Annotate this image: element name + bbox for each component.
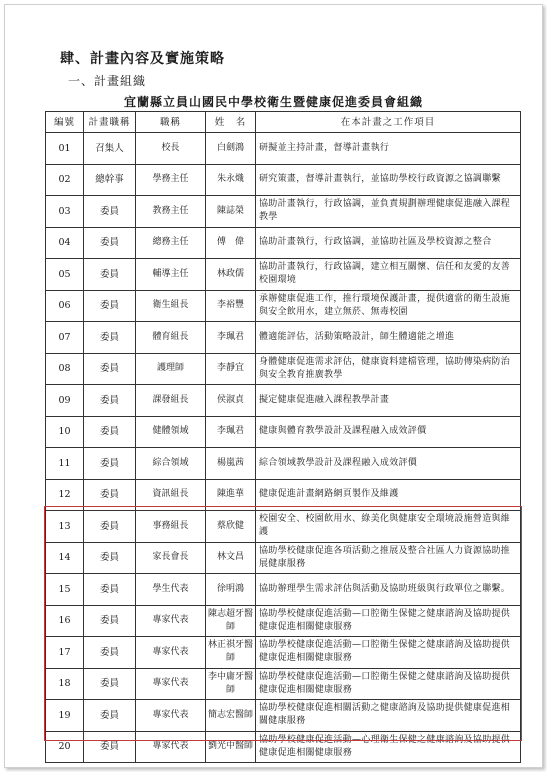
row-plan-title: 委員 <box>84 259 136 291</box>
row-plan-title: 總幹事 <box>84 164 136 196</box>
table-row <box>46 196 521 228</box>
row-name: 林政儒 <box>206 259 256 291</box>
row-name: 侯淑貞 <box>206 385 256 417</box>
row-number: 12 <box>46 479 84 511</box>
row-plan-title: 委員 <box>84 574 136 606</box>
row-duty: 協助辦理學生需求評估與活動及協助班級與行政單位之聯繫。 <box>256 574 521 606</box>
row-plan-title: 委員 <box>84 322 136 354</box>
row-title: 護理師 <box>136 353 206 385</box>
row-plan-title: 委員 <box>84 479 136 511</box>
row-title: 家長會長 <box>136 542 206 574</box>
row-name: 李靜宜 <box>206 353 256 385</box>
row-title: 事務組長 <box>136 511 206 543</box>
row-duty: 協助計畫執行，行政協調，並協助社區及學校資源之整合 <box>256 227 521 259</box>
row-duty: 協助學校健康促進各項活動之推展及整合社區人力資源協助推展健康服務 <box>256 542 521 574</box>
table-row <box>46 385 521 417</box>
row-plan-title: 委員 <box>84 448 136 480</box>
row-name: 劉光中醫師 <box>206 731 256 763</box>
row-title: 衛生組長 <box>136 290 206 322</box>
row-number: 01 <box>46 133 84 165</box>
row-name: 徐明鴻 <box>206 574 256 606</box>
row-duty: 承辦健康促進工作，推行環境保護計畫，提供適當的衛生設施與安全飲用水，建立無菸、無毒校園 <box>256 290 521 322</box>
row-duty: 協助學校健康促進活動—口腔衛生保健之健康諮詢及協助提供健康促進相關健康服務 <box>256 605 521 637</box>
row-number: 04 <box>46 227 84 259</box>
row-title: 專家代表 <box>136 637 206 669</box>
row-name: 朱永熾 <box>206 164 256 196</box>
row-title: 學生代表 <box>136 574 206 606</box>
row-title: 課發組長 <box>136 385 206 417</box>
row-title: 輔導主任 <box>136 259 206 291</box>
row-plan-title: 委員 <box>84 290 136 322</box>
row-name: 楊嵐茜 <box>206 448 256 480</box>
committee-table <box>45 111 521 763</box>
row-plan-title: 委員 <box>84 731 136 763</box>
row-duty: 協助學校健康促進相關活動之健康諮詢及協助提供健康促進相關健康服務 <box>256 700 521 732</box>
row-plan-title: 委員 <box>84 605 136 637</box>
table-row <box>46 479 521 511</box>
table-row <box>46 164 521 196</box>
row-duty: 協助學校健康促進活動—口腔衛生保健之健康諮詢及協助提供健康促進相關健康服務 <box>256 668 521 700</box>
column-header-name: 姓 名 <box>206 112 256 133</box>
column-header-number: 編號 <box>46 112 84 133</box>
row-number: 14 <box>46 542 84 574</box>
table-title: 宜蘭縣立員山國民中學校衛生暨健康促進委員會組織 <box>123 95 423 109</box>
row-name: 簡志宏醫師 <box>206 700 256 732</box>
row-plan-title: 委員 <box>84 385 136 417</box>
table-row <box>46 731 521 763</box>
row-title: 資訊組長 <box>136 479 206 511</box>
row-plan-title: 委員 <box>84 511 136 543</box>
section-heading: 肆、計畫內容及實施策略 <box>60 51 225 67</box>
table-row <box>46 227 521 259</box>
row-duty: 協助學校健康促進活動—口腔衛生保健之健康諮詢及協助提供健康促進相關健康服務 <box>256 637 521 669</box>
table-row <box>46 668 521 700</box>
table-row <box>46 322 521 354</box>
row-number: 19 <box>46 700 84 732</box>
row-duty: 身體健康促進需求評估，健康資料建檔管理，協助傳染病防治與安全教育推廣教學 <box>256 353 521 385</box>
table-header-row <box>46 112 521 133</box>
table-row <box>46 416 521 448</box>
row-duty: 健康促進計畫網路網頁製作及維護 <box>256 479 521 511</box>
row-name: 傅 偉 <box>206 227 256 259</box>
table-row <box>46 574 521 606</box>
row-title: 專家代表 <box>136 700 206 732</box>
row-number: 05 <box>46 259 84 291</box>
row-name: 林文昌 <box>206 542 256 574</box>
row-plan-title: 召集人 <box>84 133 136 165</box>
row-name: 李珮君 <box>206 416 256 448</box>
row-plan-title: 委員 <box>84 700 136 732</box>
row-number: 09 <box>46 385 84 417</box>
row-duty: 協助計畫執行，行政協調，建立相互關懷、信任和友愛的友善校園環境 <box>256 259 521 291</box>
row-title: 體育組長 <box>136 322 206 354</box>
row-duty: 研究策畫，督導計畫執行，並協助學校行政資源之協調聯繫 <box>256 164 521 196</box>
row-plan-title: 委員 <box>84 416 136 448</box>
row-plan-title: 委員 <box>84 353 136 385</box>
row-title: 教務主任 <box>136 196 206 228</box>
row-plan-title: 委員 <box>84 542 136 574</box>
row-title: 專家代表 <box>136 731 206 763</box>
row-title: 專家代表 <box>136 605 206 637</box>
row-number: 11 <box>46 448 84 480</box>
row-duty: 協助學校健康促進活動—心理衛生保健之健康諮詢及協助提供健康促進相關健康服務 <box>256 731 521 763</box>
row-duty: 綜合領域教學設計及課程融入成效評價 <box>256 448 521 480</box>
table-row <box>46 700 521 732</box>
row-name: 陳志超牙醫師 <box>206 605 256 637</box>
row-number: 07 <box>46 322 84 354</box>
row-number: 06 <box>46 290 84 322</box>
row-title: 綜合領域 <box>136 448 206 480</box>
table-row <box>46 133 521 165</box>
row-plan-title: 委員 <box>84 637 136 669</box>
row-plan-title: 委員 <box>84 668 136 700</box>
row-duty: 健康與體育教學設計及課程融入成效評價 <box>256 416 521 448</box>
table-row <box>46 605 521 637</box>
row-title: 總務主任 <box>136 227 206 259</box>
row-number: 08 <box>46 353 84 385</box>
row-duty: 校園安全、校園飲用水、綠美化與健康安全環境設施營造與維護 <box>256 511 521 543</box>
row-number: 02 <box>46 164 84 196</box>
row-number: 18 <box>46 668 84 700</box>
column-header-duty: 在本計畫之工作項目 <box>256 112 521 133</box>
row-number: 20 <box>46 731 84 763</box>
table-row <box>46 448 521 480</box>
row-number: 15 <box>46 574 84 606</box>
row-title: 學務主任 <box>136 164 206 196</box>
row-name: 陳誌榮 <box>206 196 256 228</box>
table-row <box>46 290 521 322</box>
column-header-plan-title: 計畫職稱 <box>84 112 136 133</box>
row-number: 10 <box>46 416 84 448</box>
row-name: 李裕豐 <box>206 290 256 322</box>
table-row <box>46 511 521 543</box>
table-row <box>46 542 521 574</box>
row-name: 白劍鴻 <box>206 133 256 165</box>
row-duty: 研擬並主持計畫，督導計畫執行 <box>256 133 521 165</box>
table-row <box>46 259 521 291</box>
row-plan-title: 委員 <box>84 196 136 228</box>
row-duty: 協助計畫執行，行政協調，並負責規劃辦理健康促進融入課程教學 <box>256 196 521 228</box>
row-duty: 擬定健康促進融入課程教學計畫 <box>256 385 521 417</box>
table-row <box>46 353 521 385</box>
sub-heading: 一、計畫組織 <box>68 74 147 88</box>
row-name: 蔡欣健 <box>206 511 256 543</box>
row-number: 13 <box>46 511 84 543</box>
row-number: 16 <box>46 605 84 637</box>
column-header-title: 職稱 <box>136 112 206 133</box>
row-title: 校長 <box>136 133 206 165</box>
row-name: 林正祺牙醫師 <box>206 637 256 669</box>
row-title: 健體領域 <box>136 416 206 448</box>
row-name: 李珮君 <box>206 322 256 354</box>
row-name: 李中庸牙醫師 <box>206 668 256 700</box>
row-duty: 體適能評估，活動策略設計，師生體適能之增進 <box>256 322 521 354</box>
table-row <box>46 637 521 669</box>
row-number: 03 <box>46 196 84 228</box>
row-title: 專家代表 <box>136 668 206 700</box>
row-number: 17 <box>46 637 84 669</box>
row-name: 陳進華 <box>206 479 256 511</box>
row-plan-title: 委員 <box>84 227 136 259</box>
